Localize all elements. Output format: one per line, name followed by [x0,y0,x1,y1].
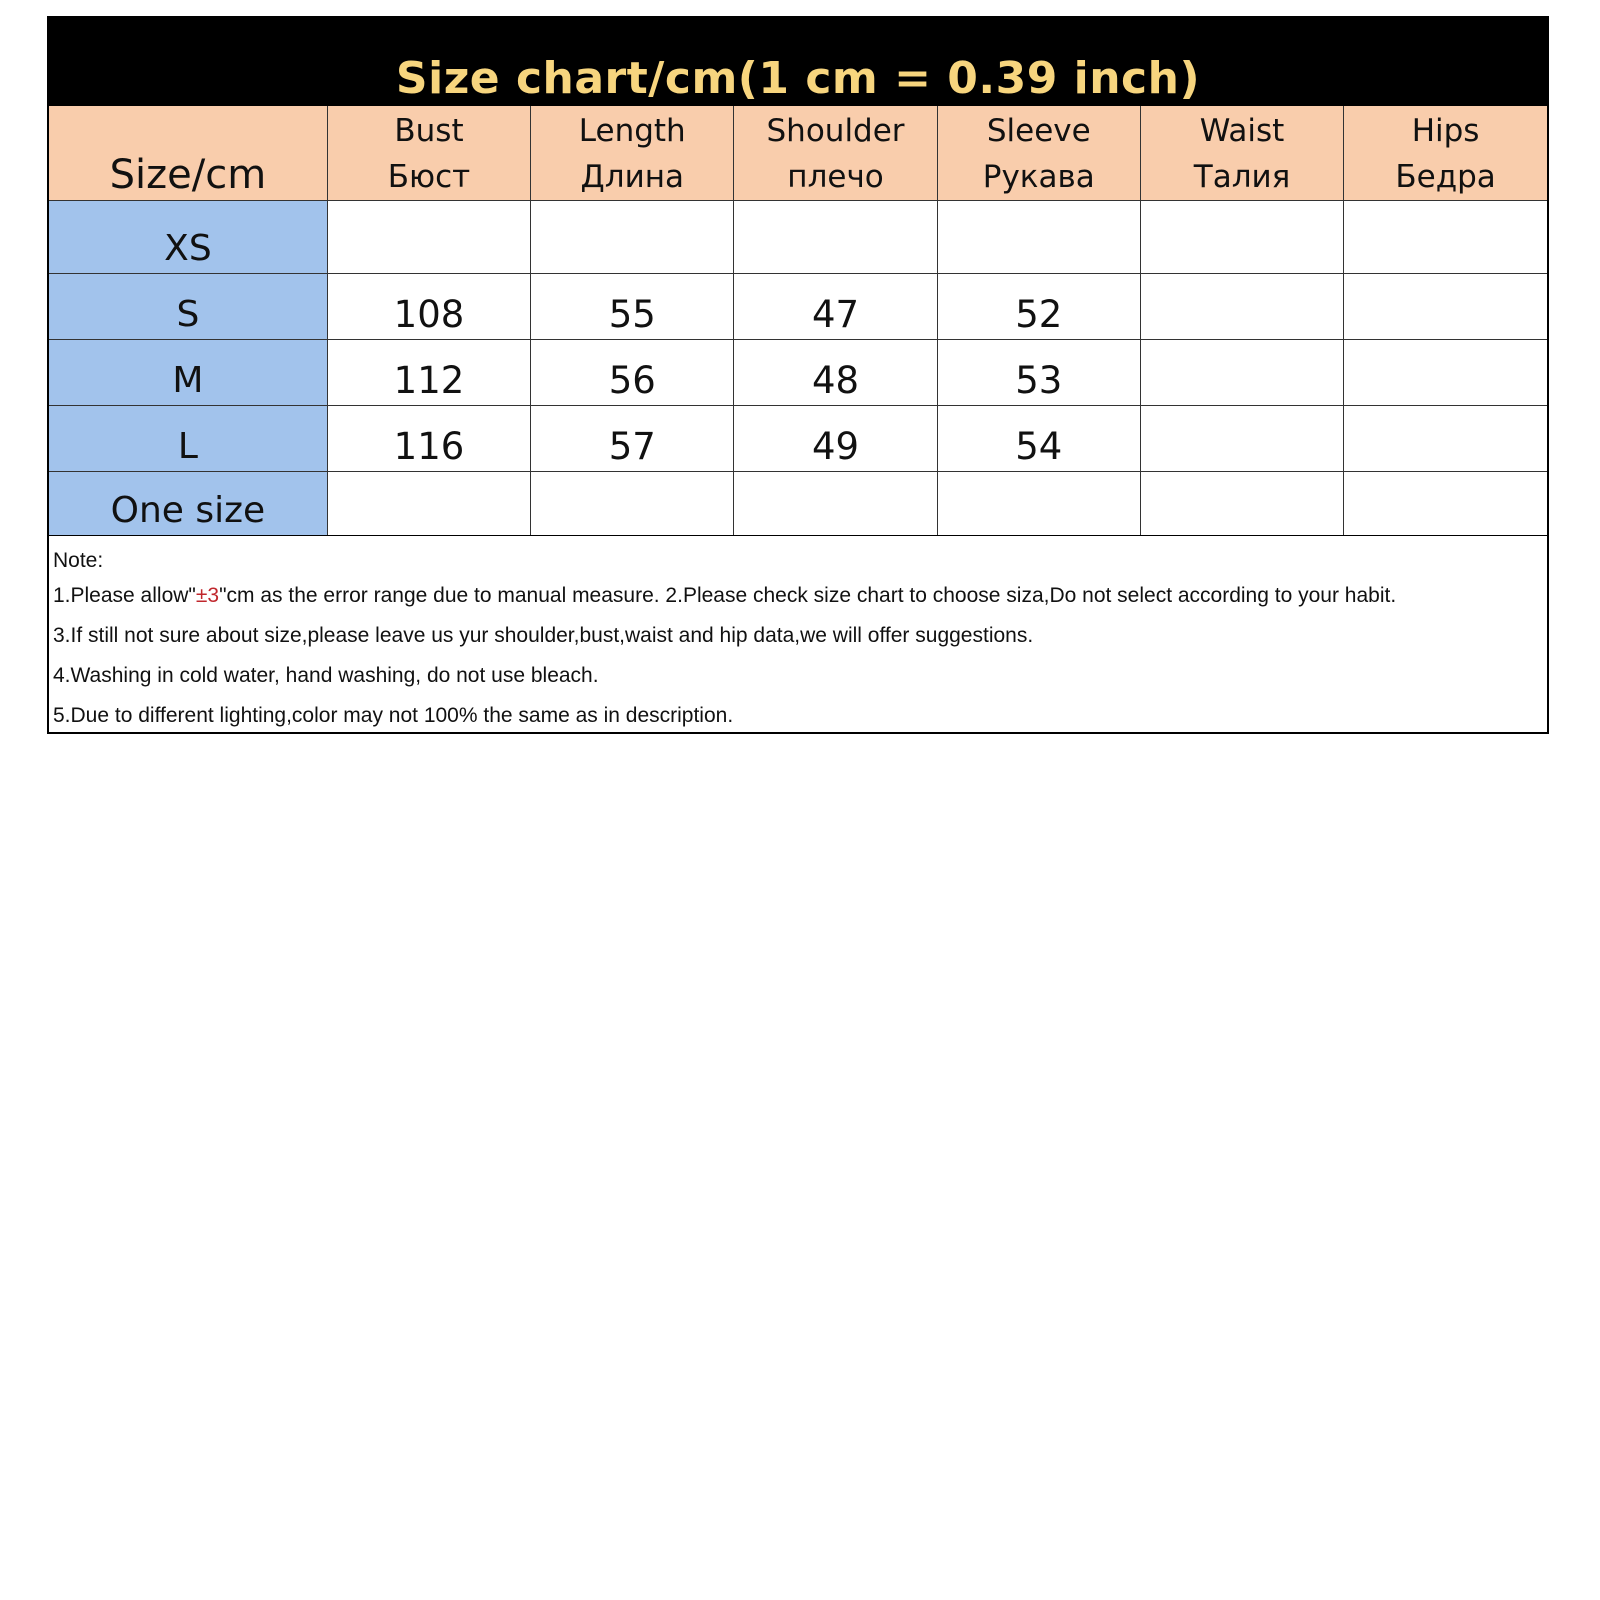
table-cell [1344,405,1547,471]
size-label: One size [110,489,266,531]
header-ru-label: Бедра [1395,158,1496,195]
table-cell [327,405,530,471]
header-ru-label: Длина [580,158,684,195]
header-ru-label: Рукава [982,158,1095,195]
size-cell [49,471,327,535]
table-cell [1140,405,1343,471]
error-range-highlight: ±3 [195,583,220,607]
cell-value: 49 [811,424,860,468]
header-shoulder [734,106,937,200]
cell-value: 56 [608,358,656,402]
chart-title: Size chart/cm(1 cm = 0.39 inch) [49,18,1547,106]
table-cell [531,405,734,471]
table-cell [327,471,530,535]
header-ru-label: Талия [1193,158,1291,195]
table-cell [1140,471,1343,535]
cell-value: 48 [811,358,860,402]
table-cell [734,339,937,405]
table-row [49,339,1547,405]
notes-label: Note: [53,548,104,572]
table-cell [937,200,1140,273]
table-cell [1344,339,1547,405]
cell-value [1141,529,1343,535]
cell-value [1344,529,1547,535]
note-line-5: 5.Due to different lighting,color may not 100% the same as in description. [53,703,734,727]
header-bust [327,106,530,200]
header-ru-label: Бюст [387,158,471,195]
cell-value [1141,333,1343,339]
size-label: S [176,293,200,335]
table-row [49,273,1547,339]
table-cell [1344,200,1547,273]
cell-value [1344,399,1547,405]
size-cell [49,200,327,273]
header-length [531,106,734,200]
cell-value: 108 [393,292,465,336]
header-sleeve [937,106,1140,200]
cell-value [1141,465,1343,471]
note-1-post: "cm as the error range due to manual measure. 2.Please check size chart to choose siza,Do not select according to your habit. [219,583,1397,607]
table-cell [327,200,530,273]
table-cell [531,200,734,273]
cell-value: 47 [811,292,860,336]
cell-value [531,529,733,535]
cell-value [531,267,733,273]
note-1-pre: 1.Please allow" [53,583,196,607]
table-cell [734,405,937,471]
note-line-1 [53,576,1543,616]
table-cell [531,339,734,405]
table-row [49,471,1547,535]
size-chart [47,16,1549,734]
header-ru-label: плечо [787,158,884,195]
cell-value: 112 [393,358,465,402]
cell-value [1344,267,1547,273]
cell-value [1344,465,1547,471]
header-size-cell [49,106,327,200]
notes-section [49,536,1547,732]
table-row [49,200,1547,273]
cell-value: 54 [1015,424,1063,468]
note-line-3: 3.If still not sure about size,please leave us yur shoulder,bust,waist and hip data,we will offer suggestions. [53,623,1034,647]
table-cell [327,273,530,339]
cell-value [734,529,936,535]
table-cell [1140,273,1343,339]
header-size-label: Size/cm [109,151,267,198]
cell-value [938,267,1140,273]
size-cell [49,405,327,471]
cell-value [1141,399,1343,405]
size-label: L [177,425,198,467]
table-cell [327,339,530,405]
cell-value: 55 [608,292,656,336]
header-row [49,106,1547,200]
cell-value: 116 [393,424,465,468]
cell-value: 57 [608,424,656,468]
size-cell [49,273,327,339]
header-hips [1344,106,1547,200]
table-cell [531,471,734,535]
table-cell [1140,339,1343,405]
table-cell [1344,273,1547,339]
cell-value [1141,267,1343,273]
header-en-label: Waist [1199,112,1285,149]
header-en-label: Shoulder [766,112,905,149]
table-cell [734,200,937,273]
header-en-label: Bust [394,112,464,149]
table-cell [1344,471,1547,535]
header-en-label: Length [578,112,686,149]
header-waist [1140,106,1343,200]
cell-value [328,267,530,273]
header-en-label: Hips [1411,112,1480,149]
cell-value [1344,333,1547,339]
cell-value [938,529,1140,535]
table-cell [937,273,1140,339]
table-cell [937,405,1140,471]
cell-value [328,529,530,535]
size-label: M [172,359,204,401]
table-row [49,405,1547,471]
cell-value: 53 [1015,358,1063,402]
table-cell [937,471,1140,535]
size-table [49,106,1547,536]
size-cell [49,339,327,405]
table-cell [1140,200,1343,273]
table-cell [937,339,1140,405]
table-cell [531,273,734,339]
size-label: XS [164,227,212,269]
cell-value: 52 [1015,292,1063,336]
note-line-4: 4.Washing in cold water, hand washing, do not use bleach. [53,663,599,687]
table-cell [734,471,937,535]
header-en-label: Sleeve [986,112,1091,149]
cell-value [734,267,936,273]
table-cell [734,273,937,339]
